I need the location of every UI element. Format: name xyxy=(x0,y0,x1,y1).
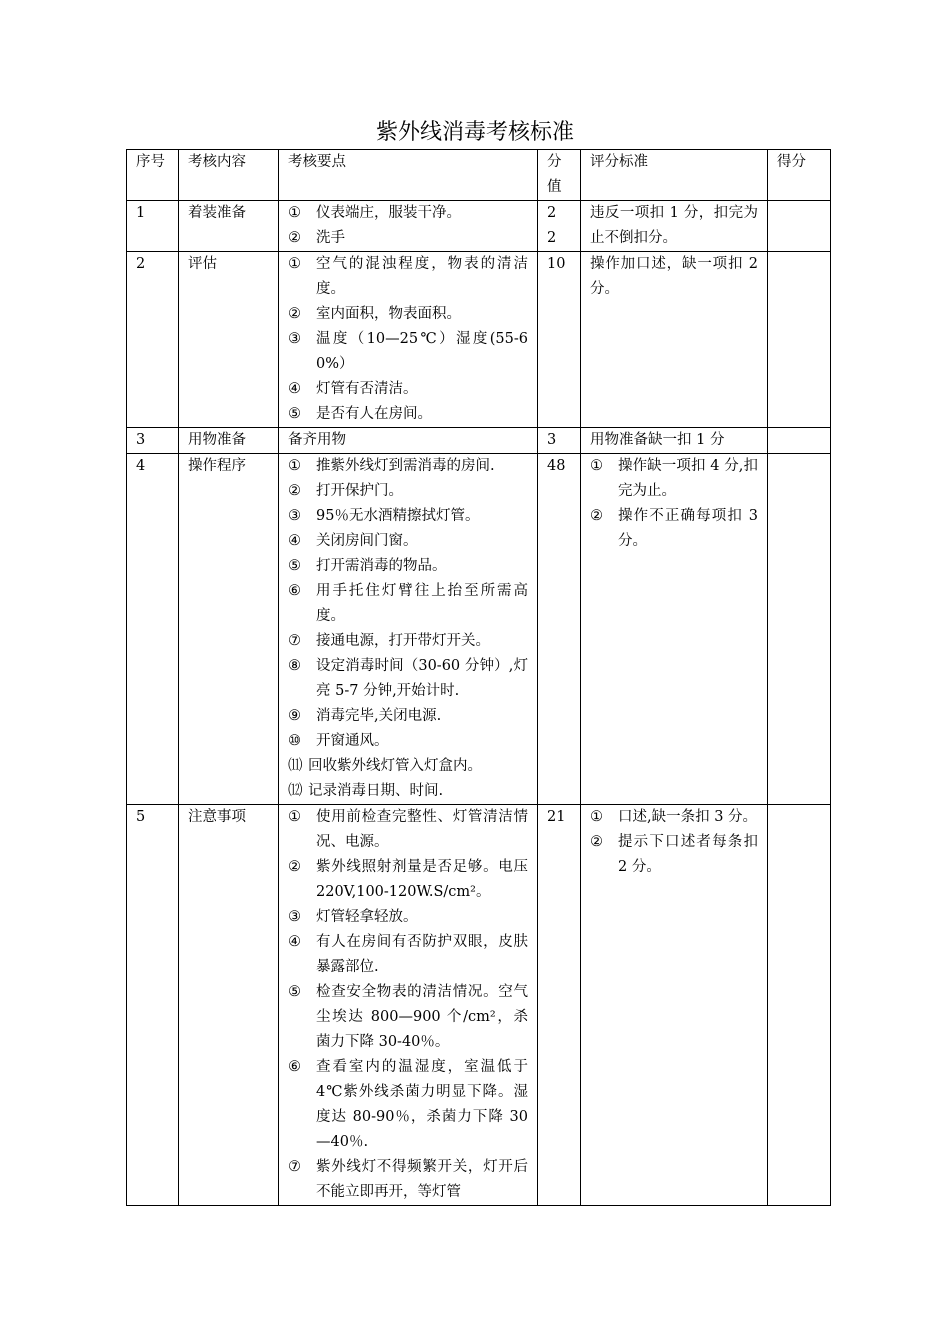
cell-points xyxy=(279,201,538,252)
score-line: 48 xyxy=(547,458,566,474)
criteria-item xyxy=(590,504,758,554)
point-item xyxy=(288,327,528,377)
point-mark: ③ xyxy=(288,909,301,925)
point-text: 记录消毒日期、时间. xyxy=(308,783,444,799)
criteria-text: 口述,缺一条扣 3 分。 xyxy=(618,809,758,825)
point-mark: ② xyxy=(288,306,301,322)
point-mark: ⑿ xyxy=(288,783,303,799)
point-text: 灯管有否清洁。 xyxy=(316,381,418,397)
point-mark: ④ xyxy=(288,381,301,397)
header-score-line2: 值 xyxy=(547,179,562,195)
cell-got xyxy=(768,252,831,428)
point-text: 消毒完毕,关闭电源. xyxy=(316,708,442,724)
score-line: 2 xyxy=(547,230,557,246)
cell-got xyxy=(768,428,831,454)
table-row xyxy=(127,252,831,428)
cell-no: 3 xyxy=(127,428,179,454)
point-text: 开窗通风。 xyxy=(316,733,389,749)
header-score-line1: 分 xyxy=(547,154,562,170)
point-text: 95％无水酒精擦拭灯管。 xyxy=(316,508,480,524)
point-text: 接通电源，打开带灯开关。 xyxy=(316,633,490,649)
table-row xyxy=(127,805,831,1206)
criteria-mark: ② xyxy=(590,508,603,524)
criteria-item xyxy=(590,805,758,830)
cell-score xyxy=(538,805,581,1206)
criteria-text: 操作加口述，缺一项扣 2 分。 xyxy=(590,256,758,297)
point-item xyxy=(288,402,528,427)
point-text: 使用前检查完整性、灯管清洁情况、电源。 xyxy=(316,809,528,850)
point-mark: ⑨ xyxy=(288,708,301,724)
point-item xyxy=(288,729,528,754)
point-item xyxy=(288,554,528,579)
point-text: 温度（10—25℃）湿度(55-60%） xyxy=(316,331,528,372)
cell-criteria xyxy=(581,252,768,428)
point-text: 洗手 xyxy=(316,230,345,246)
point-item xyxy=(288,454,528,479)
point-text: 检查安全物表的清洁情况。空气尘埃达 800—900 个/cm²，杀菌力下降 30-40％。 xyxy=(316,984,528,1050)
criteria-item xyxy=(590,252,758,302)
point-item xyxy=(288,479,528,504)
point-text: 打开保护门。 xyxy=(316,483,403,499)
cell-score xyxy=(538,428,581,454)
point-item xyxy=(288,980,528,1055)
score-line: 3 xyxy=(547,432,557,448)
criteria-text: 违反一项扣 1 分，扣完为止不倒扣分。 xyxy=(590,205,758,246)
point-mark: ④ xyxy=(288,934,301,950)
point-text: 室内面积，物表面积。 xyxy=(316,306,461,322)
table-row xyxy=(127,428,831,454)
point-text: 紫外线照射剂量是否足够。电压 220V,100-120W.S/cm²。 xyxy=(316,859,528,900)
cell-points xyxy=(279,428,538,454)
point-mark: ① xyxy=(288,809,301,825)
cell-points xyxy=(279,454,538,805)
cell-got xyxy=(768,805,831,1206)
point-item xyxy=(288,930,528,980)
header-content: 考核内容 xyxy=(179,150,279,201)
cell-no: 4 xyxy=(127,454,179,805)
point-text: 用手托住灯臂往上抬至所需高度。 xyxy=(316,583,528,624)
cell-score xyxy=(538,201,581,252)
point-item xyxy=(288,704,528,729)
cell-content: 着装准备 xyxy=(179,201,279,252)
criteria-mark: ① xyxy=(590,809,603,825)
point-mark: ⑦ xyxy=(288,1159,301,1175)
point-mark: ⑥ xyxy=(288,583,301,599)
point-item xyxy=(288,529,528,554)
table-row xyxy=(127,454,831,805)
cell-criteria xyxy=(581,428,768,454)
cell-criteria xyxy=(581,201,768,252)
point-item xyxy=(288,905,528,930)
cell-no: 2 xyxy=(127,252,179,428)
cell-points xyxy=(279,252,538,428)
point-mark: ① xyxy=(288,256,301,272)
point-text: 是否有人在房间。 xyxy=(316,406,432,422)
point-mark: ⑾ xyxy=(288,758,303,774)
header-points: 考核要点 xyxy=(279,150,538,201)
point-text: 推紫外线灯到需消毒的房间. xyxy=(316,458,495,474)
cell-content: 操作程序 xyxy=(179,454,279,805)
point-mark: ⑤ xyxy=(288,558,301,574)
point-mark: ② xyxy=(288,483,301,499)
criteria-item xyxy=(590,201,758,251)
cell-got xyxy=(768,201,831,252)
point-item xyxy=(288,805,528,855)
header-got: 得分 xyxy=(768,150,831,201)
point-mark: ⑧ xyxy=(288,658,301,674)
point-mark: ② xyxy=(288,230,301,246)
point-text: 打开需消毒的物品。 xyxy=(316,558,447,574)
header-criteria: 评分标准 xyxy=(581,150,768,201)
score-line: 2 xyxy=(547,205,557,221)
point-item xyxy=(288,226,528,251)
assessment-table xyxy=(126,149,831,1206)
point-mark: ⑤ xyxy=(288,406,301,422)
cell-no: 1 xyxy=(127,201,179,252)
point-text: 有人在房间有否防护双眼，皮肤暴露部位. xyxy=(316,934,528,975)
point-text: 仪表端庄，服装干净。 xyxy=(316,205,461,221)
point-item xyxy=(288,377,528,402)
point-item xyxy=(288,201,528,226)
point-text: 紫外线灯不得频繁开关，灯开后不能立即再开，等灯管 xyxy=(316,1159,528,1200)
point-text: 关闭房间门窗。 xyxy=(316,533,418,549)
point-item xyxy=(288,629,528,654)
point-text: 查看室内的温湿度，室温低于 4℃紫外线杀菌力明显下降。湿度达 80-90％，杀菌力下降 30—40％. xyxy=(316,1059,528,1150)
criteria-text: 操作缺一项扣 4 分,扣完为止。 xyxy=(618,458,758,499)
point-mark: ③ xyxy=(288,508,301,524)
point-item xyxy=(288,654,528,704)
table-header-row xyxy=(127,150,831,201)
point-item xyxy=(288,779,528,804)
point-text: 备齐用物 xyxy=(288,432,346,448)
cell-got xyxy=(768,454,831,805)
point-item xyxy=(288,855,528,905)
point-text: 灯管轻拿轻放。 xyxy=(316,909,418,925)
point-text: 设定消毒时间（30-60 分钟）,灯亮 5-7 分钟,开始计时. xyxy=(316,658,528,699)
point-item xyxy=(288,754,528,779)
criteria-item xyxy=(590,454,758,504)
criteria-text: 操作不正确每项扣 3 分。 xyxy=(618,508,758,549)
point-text: 回收紫外线灯管入灯盒内。 xyxy=(308,758,482,774)
cell-points xyxy=(279,805,538,1206)
page-title: 紫外线消毒考核标准 xyxy=(375,120,574,145)
point-text: 空气的混浊程度，物表的清洁度。 xyxy=(316,256,528,297)
point-mark: ⑤ xyxy=(288,984,301,1000)
criteria-item xyxy=(590,428,758,453)
point-mark: ⑩ xyxy=(288,733,301,749)
score-line: 21 xyxy=(547,809,566,825)
cell-score xyxy=(538,252,581,428)
header-no: 序号 xyxy=(127,150,179,201)
point-item xyxy=(288,252,528,302)
point-mark: ⑦ xyxy=(288,633,301,649)
cell-content: 注意事项 xyxy=(179,805,279,1206)
point-mark: ② xyxy=(288,859,301,875)
point-mark: ① xyxy=(288,205,301,221)
point-item xyxy=(288,1055,528,1155)
cell-score xyxy=(538,454,581,805)
point-mark: ① xyxy=(288,458,301,474)
point-item xyxy=(288,428,528,453)
point-item xyxy=(288,579,528,629)
cell-criteria xyxy=(581,454,768,805)
point-mark: ⑥ xyxy=(288,1059,301,1075)
point-item xyxy=(288,1155,528,1205)
table-row xyxy=(127,201,831,252)
header-score xyxy=(538,150,581,201)
cell-criteria xyxy=(581,805,768,1206)
criteria-text: 用物准备缺一扣 1 分 xyxy=(590,432,725,448)
point-item xyxy=(288,504,528,529)
point-mark: ④ xyxy=(288,533,301,549)
criteria-mark: ① xyxy=(590,458,603,474)
criteria-text: 提示下口述者每条扣 2 分。 xyxy=(618,834,758,875)
criteria-mark: ② xyxy=(590,834,603,850)
cell-no: 5 xyxy=(127,805,179,1206)
score-line: 10 xyxy=(547,256,566,272)
cell-content: 评估 xyxy=(179,252,279,428)
point-mark: ③ xyxy=(288,331,301,347)
point-item xyxy=(288,302,528,327)
cell-content: 用物准备 xyxy=(179,428,279,454)
criteria-item xyxy=(590,830,758,880)
